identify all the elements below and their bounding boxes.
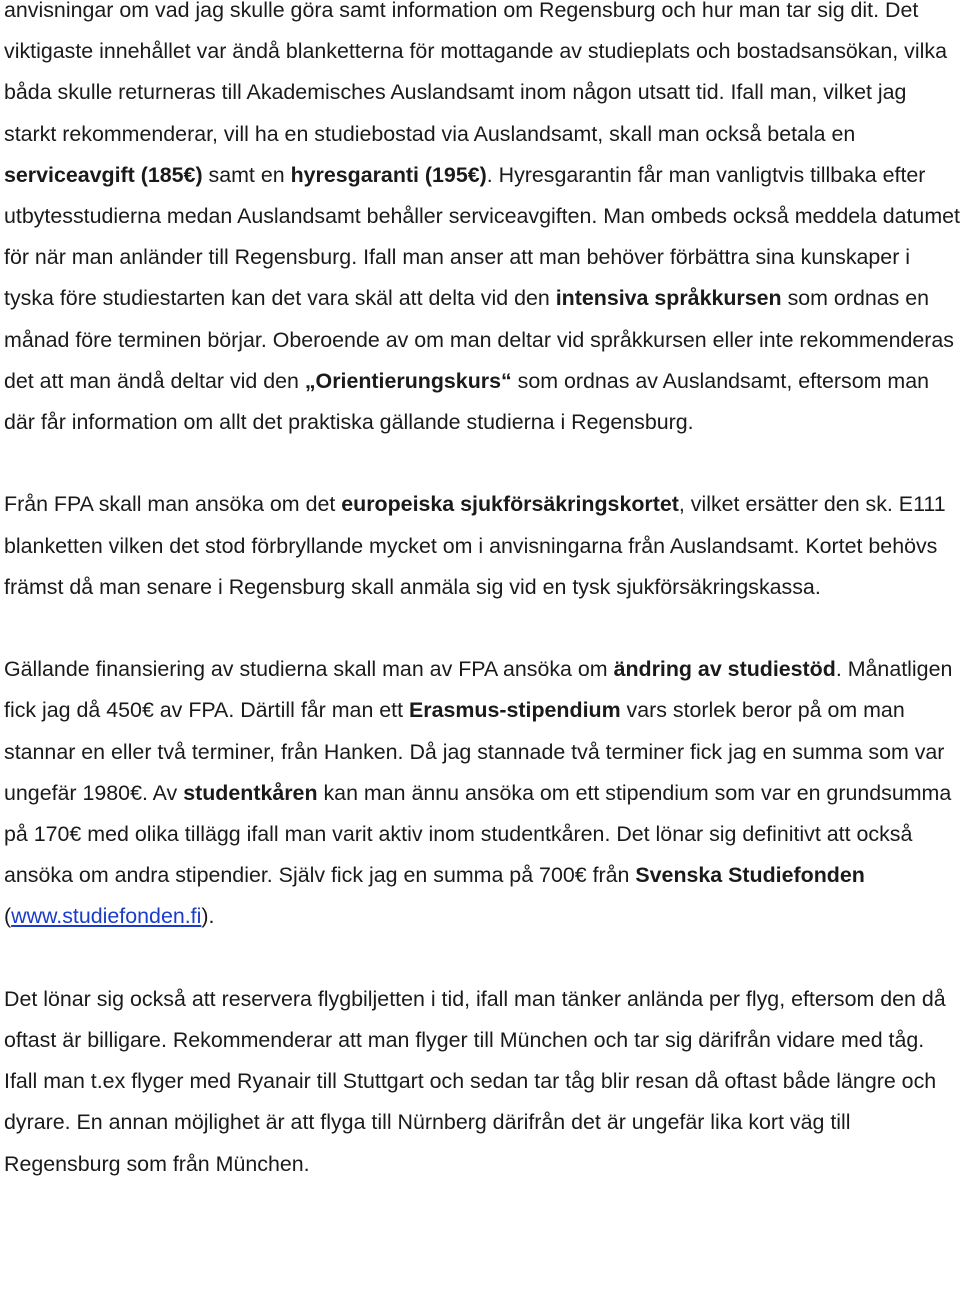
document-page (4, 0, 960, 1185)
text-run: anvisningar om vad jag skulle göra samt information om Regensburg och hur man tar sig dit. Det viktigaste innehållet var ändå blanketterna för mottagande av studieplats och bostadsansökan, vilka båda skulle returneras till Akademisches Auslandsamt inom någon utsatt tid. Ifall man, vilket jag starkt rekommenderar, vill ha en studiebostad via Auslandsamt, skall man också betala en (4, 0, 947, 146)
text-run: ( (4, 904, 12, 929)
text-run: ). (201, 904, 215, 929)
text-run: Gällande finansiering av studierna skall man av FPA ansöka om (4, 657, 614, 682)
studiefonden-link[interactable]: www.studiefonden.fi (11, 904, 202, 929)
text-run: Från FPA skall man ansöka om det (4, 492, 342, 517)
paragraph-sjukforsakring (4, 484, 960, 608)
text-run: kan man ännu ansöka om ett stipendium som var en grundsumma på 170€ med olika tillägg ifall man varit aktiv inom studentkåren. Det lönar sig definitivt att också ansöka om andra stipendier. Själv fick jag en summa på 700€ från (4, 780, 952, 888)
paragraph-flygbiljett (4, 979, 960, 1185)
paragraph-auslandsamt (4, 0, 960, 443)
text-run: . Månatligen fick jag då 450€ av FPA. Därtill får man ett (4, 657, 953, 723)
text-run: vars storlek beror på om man stannar en eller två terminer, från Hanken. Då jag stannade två terminer fick jag en summa som var ungefär 1980€. Av (4, 698, 945, 805)
bold-term-sjukforsakringskortet: europeiska sjukförsäkringskortet (341, 492, 679, 517)
bold-term-andring-av-studiestod: ändring av studiestöd (613, 657, 836, 682)
bold-term-studentkaren: studentkåren (183, 780, 318, 805)
text-run: som ordnas av Auslandsamt, eftersom man där får information om allt det praktiska gällande studierna i Regensburg. (4, 368, 929, 435)
bold-term-serviceavgift: serviceavgift (185€) (4, 162, 203, 187)
bold-term-intensiva-sprakkursen: intensiva språkkursen (555, 286, 782, 311)
paragraph-finansiering (4, 649, 960, 937)
bold-term-hyresgaranti: hyresgaranti (195€) (290, 162, 487, 187)
text-run: , vilket ersätter den sk. E111 blanketten vilken det stod förbryllande mycket om i anvisningarna från Auslandsamt. Kortet behövs främst då man senare i Regensburg skall anmäla sig vid en tysk sjukförsäkringskassa. (4, 492, 946, 599)
bold-term-erasmus-stipendium: Erasmus-stipendium (409, 698, 621, 723)
bold-term-svenska-studiefonden: Svenska Studiefonden (635, 863, 865, 888)
text-run: som ordnas en månad före terminen börjar. Oberoende av om man deltar vid språkkursen eller inte rekommenderas det att man ändå deltar vid den (4, 286, 954, 393)
text-run: Det lönar sig också att reservera flygbiljetten i tid, ifall man tänker anlända per flyg, eftersom den då oftast är billigare. Rekommenderar att man flyger till München och tar sig därifrån vidare med tåg. Ifall man t.ex flyger med Ryanair till Stuttgart och sedan tar tåg blir resan då oftast både längre och dyrare. En annan möjlighet är att flyga till Nürnberg därifrån det är ungefär lika kort väg till Regensburg som från München. (4, 986, 946, 1176)
text-run: samt en (202, 162, 291, 187)
text-run: . Hyresgarantin får man vanligtvis tillbaka efter utbytesstudierna medan Auslandsamt behåller serviceavgiften. Man ombeds också meddela datumet för när man anländer till Regensburg. Ifall man anser att man behöver förbättra sina kunskaper i tyska före studiestarten kan det vara skäl att delta vid den (4, 162, 960, 311)
bold-term-orientierungskurs: „Orientierungskurs“ (304, 368, 512, 393)
